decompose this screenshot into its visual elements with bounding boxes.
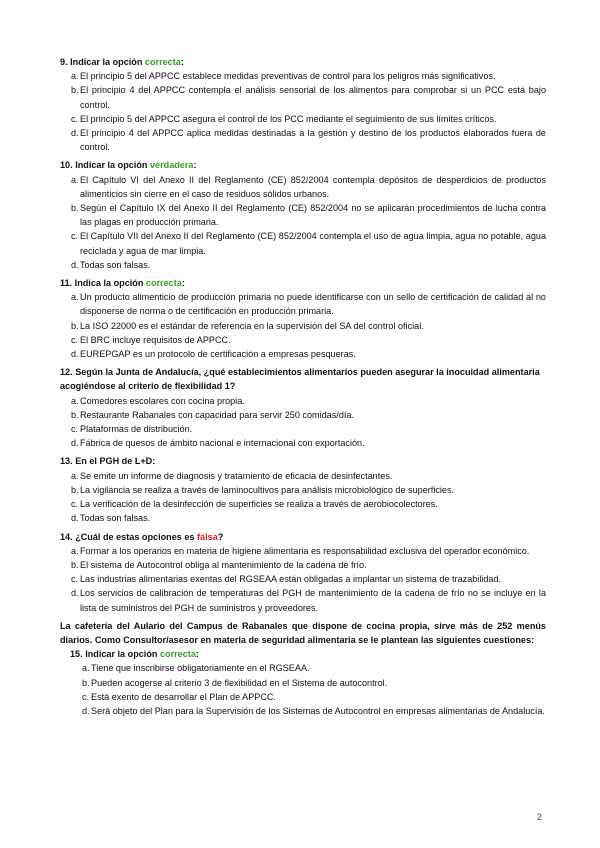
answer-option xyxy=(60,83,546,111)
question-keyword: correcta xyxy=(145,278,182,289)
option-text: La verificación de la desinfección de superficies se realiza a través de aerobiocolectores. xyxy=(80,499,438,510)
option-text: El BRC incluye requisitos de APPCC. xyxy=(80,334,231,345)
answer-option xyxy=(60,333,546,347)
question-suffix: : xyxy=(180,57,184,67)
question-number: 10. xyxy=(60,160,73,171)
option-text: Un producto alimenticio de producción primaria no puede identificarse con un sello de certificación de calidad al no disponerse de norma o de certificación en producción primaria. xyxy=(80,292,546,317)
question-keyword: verdadera xyxy=(149,160,194,171)
document-page xyxy=(60,55,546,718)
option-letter: d. xyxy=(71,349,79,360)
answer-option xyxy=(60,290,546,318)
question-prompt: Indicar la opción xyxy=(70,57,145,67)
option-letter: c. xyxy=(71,231,79,242)
option-letter: b. xyxy=(71,559,79,570)
option-text: Tiene que inscribirse obligatoriamente en el RGSEAA. xyxy=(91,663,310,674)
option-letter: b. xyxy=(71,203,79,214)
question-keyword: falsa xyxy=(197,531,218,542)
option-text: Los servicios de calibración de temperaturas del PGH de mantenimiento de la cadena de frío no se incluye en la lista de suministros del PGH de suministros y proveedores. xyxy=(80,588,546,613)
answer-option xyxy=(60,69,546,83)
answer-option xyxy=(60,422,546,436)
option-letter: c. xyxy=(82,691,90,702)
option-text: EUREPGAP es un protocolo de certificación a empresas pesqueras. xyxy=(80,349,356,360)
option-letter: b. xyxy=(71,85,79,96)
option-letter: b. xyxy=(82,677,90,688)
option-letter: b. xyxy=(71,320,79,331)
option-text: Todas son falsas. xyxy=(80,513,151,524)
question-title xyxy=(60,454,546,468)
option-text: El principio 4 del APPCC contempla el análisis sensorial de los alimentos para comprobar si un PCC está bajo control. xyxy=(80,85,546,110)
answer-option xyxy=(60,126,546,154)
question-suffix: : xyxy=(195,649,199,660)
question-number: 11. xyxy=(60,278,73,289)
answer-option xyxy=(60,347,546,361)
answer-option xyxy=(60,572,546,586)
question-number: 13. xyxy=(60,456,73,467)
answer-option xyxy=(70,690,546,704)
option-text: Comedores escolares con cocina propia. xyxy=(80,395,245,406)
question-suffix: ? xyxy=(217,531,224,542)
option-list xyxy=(70,661,546,718)
option-text: El principio 5 del APPCC asegura el control de los PCC mediante el seguimiento de sus límites críticos. xyxy=(80,113,497,124)
answer-option xyxy=(60,394,546,408)
question-keyword: correcta xyxy=(144,57,181,67)
answer-option xyxy=(60,201,546,229)
answer-option xyxy=(70,676,546,690)
case-statement: La cafetería del Aulario del Campus de Rabanales que dispone de cocina propia, sirve más de 252 menús diarios. Como Consultor/asesor en materia de seguridad alimentaria se le plantean las siguientes cuestiones: xyxy=(60,620,546,645)
option-letter: a. xyxy=(71,174,79,185)
question-suffix: : xyxy=(193,160,197,171)
option-text: El sistema de Autocontrol obliga al mantenimiento de la cadena de frío. xyxy=(80,559,367,570)
option-letter: c. xyxy=(71,334,79,345)
option-text: El principio 5 del APPCC establece medidas preventivas de control para los peligros más significativos. xyxy=(80,71,496,82)
question-10 xyxy=(60,158,546,272)
answer-option xyxy=(60,497,546,511)
option-letter: c. xyxy=(71,499,79,510)
answer-option xyxy=(60,112,546,126)
question-title xyxy=(60,530,546,544)
option-text: Se emite un informe de diagnosis y tratamiento de eficacia de desinfectantes. xyxy=(80,470,393,481)
question-prompt: ¿Cuál de estas opciones es xyxy=(75,531,197,542)
question-suffix: : xyxy=(181,278,185,289)
option-letter: b. xyxy=(71,484,79,495)
option-text: Las industrias alimentarias exentas del RGSEAA están obligadas a implantar un sistema de trazabilidad. xyxy=(80,574,502,585)
question-list xyxy=(60,55,546,615)
answer-option xyxy=(70,704,546,718)
answer-option xyxy=(60,258,546,272)
option-text: Fábrica de quesos de ámbito nacional e internacional con exportación. xyxy=(80,438,365,449)
question-prompt: Indica la opción xyxy=(74,278,146,289)
answer-option xyxy=(60,436,546,450)
option-letter: b. xyxy=(71,409,79,420)
option-text: Plataformas de distribución. xyxy=(80,424,193,435)
question-number: 14. xyxy=(60,531,73,542)
option-letter: c. xyxy=(71,113,79,124)
answer-option xyxy=(60,408,546,422)
question-title xyxy=(60,276,546,290)
option-text: El Capítulo VII del Anexo II del Reglamento (CE) 852/2004 contempla el uso de agua limpia, agua no potable, agua reciclada y agua de mar limpia. xyxy=(80,231,546,256)
option-text: Formar a los operarios en materia de higiene alimentaria es responsabilidad exclusiva del operador económico. xyxy=(80,545,530,556)
option-text: Según el Capítulo IX del Anexo II del Reglamento (CE) 852/2004 no se aplicarán procedimientos de lucha contra las plagas en producción primaria. xyxy=(80,203,546,228)
option-text: La vigilancia se realiza a través de laminocultivos para análisis microbiológico de superficies. xyxy=(80,484,455,495)
option-text: Será objeto del Plan para la Supervisión de los Sistemas de Autocontrol en empresas alimentarias de Andalucía. xyxy=(91,705,545,716)
case-block xyxy=(60,619,546,718)
answer-option xyxy=(60,544,546,558)
question-title xyxy=(70,647,546,661)
question-number: 9. xyxy=(60,57,68,67)
question-title xyxy=(60,365,546,393)
question-keyword: correcta xyxy=(159,649,196,660)
option-text: El principio 4 del APPCC aplica medidas destinadas a la gestión y destino de los productos elaborados fuera de control. xyxy=(80,128,546,153)
answer-option xyxy=(60,229,546,257)
option-text: El Capítulo VI del Anexo II del Reglamento (CE) 852/2004 contempla depósitos de desperdicios de productos alimenticios sin cierre en el caso de residuos sólidos urbanos. xyxy=(80,174,546,199)
question-12 xyxy=(60,365,546,450)
answer-option xyxy=(60,586,546,614)
option-letter: a. xyxy=(71,395,79,406)
question-14 xyxy=(60,530,546,615)
option-text: Pueden acogerse al criterio 3 de flexibilidad en el Sistema de autocontrol. xyxy=(91,677,388,688)
answer-option xyxy=(60,173,546,201)
question-15 xyxy=(60,647,546,718)
option-letter: d. xyxy=(71,438,79,449)
option-letter: a. xyxy=(71,71,79,82)
answer-option xyxy=(70,661,546,675)
answer-option xyxy=(60,319,546,333)
answer-option xyxy=(60,511,546,525)
option-text: Está exento de desarrollar el Plan de APPCC. xyxy=(91,691,277,702)
question-number: 15. xyxy=(70,649,83,660)
answer-option xyxy=(60,469,546,483)
answer-option xyxy=(60,558,546,572)
option-letter: a. xyxy=(71,470,79,481)
question-number: 12. xyxy=(60,367,73,378)
question-11 xyxy=(60,276,546,361)
option-text: La ISO 22000 es el estándar de referencia en la supervisión del SA del control oficial. xyxy=(80,320,424,331)
option-letter: a. xyxy=(71,545,79,556)
option-text: Todas son falsas. xyxy=(80,259,151,270)
question-title xyxy=(60,55,546,69)
option-letter: a. xyxy=(82,663,90,674)
question-13 xyxy=(60,454,546,525)
option-letter: d. xyxy=(71,513,79,524)
option-letter: d. xyxy=(71,128,79,139)
option-letter: c. xyxy=(71,424,79,435)
option-letter: a. xyxy=(71,292,79,303)
question-prompt: Indicar la opción xyxy=(75,160,150,171)
question-prompt: Según la Junta de Andalucía, ¿qué establecimientos alimentarios pueden asegurar la inocuidad alimentaria acogiéndose al criterio de flexibilidad 1? xyxy=(60,367,540,392)
question-prompt: Indicar la opción xyxy=(85,649,160,660)
option-letter: d. xyxy=(82,705,90,716)
question-prompt: En el PGH de L+D: xyxy=(75,456,156,467)
answer-option xyxy=(60,483,546,497)
option-text: Restaurante Rabanales con capacidad para servir 250 comidas/día. xyxy=(80,409,354,420)
question-9 xyxy=(60,55,546,154)
question-title xyxy=(60,158,546,172)
option-letter: d. xyxy=(71,588,79,599)
option-letter: d. xyxy=(71,259,79,270)
page-number: 2 xyxy=(536,812,542,822)
option-letter: c. xyxy=(71,574,79,585)
